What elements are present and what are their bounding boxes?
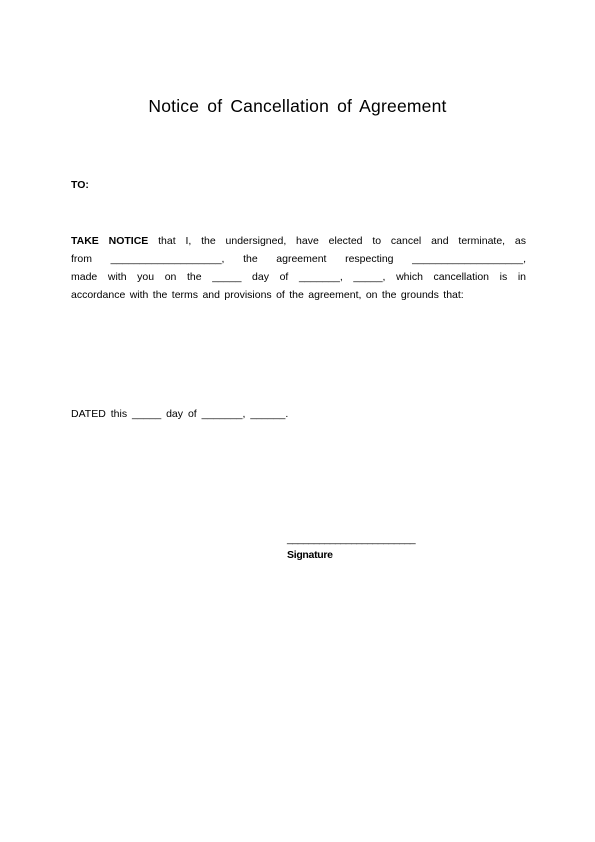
notice-line-3: made with you on the _____ day of _______, _____, which cancellation is in bbox=[71, 271, 526, 283]
notice-line-1-rest: that I, the undersigned, have elected to cancel and terminate, as bbox=[148, 235, 527, 247]
notice-line-4: accordance with the terms and provisions of the agreement, on the grounds that: bbox=[71, 289, 464, 301]
take-notice-lead: TAKE NOTICE bbox=[71, 235, 149, 247]
notice-paragraph bbox=[71, 232, 526, 304]
notice-line-2: from ___________________, the agreement respecting ___________________, bbox=[71, 253, 526, 265]
recipient-label: TO: bbox=[71, 179, 89, 191]
notice-line-1 bbox=[71, 232, 526, 250]
signature-line: ________________________ bbox=[287, 533, 416, 545]
dated-line: DATED this _____ day of _______, ______. bbox=[71, 408, 289, 420]
signature-label: Signature bbox=[287, 549, 333, 561]
document-title: Notice of Cancellation of Agreement bbox=[148, 96, 447, 116]
